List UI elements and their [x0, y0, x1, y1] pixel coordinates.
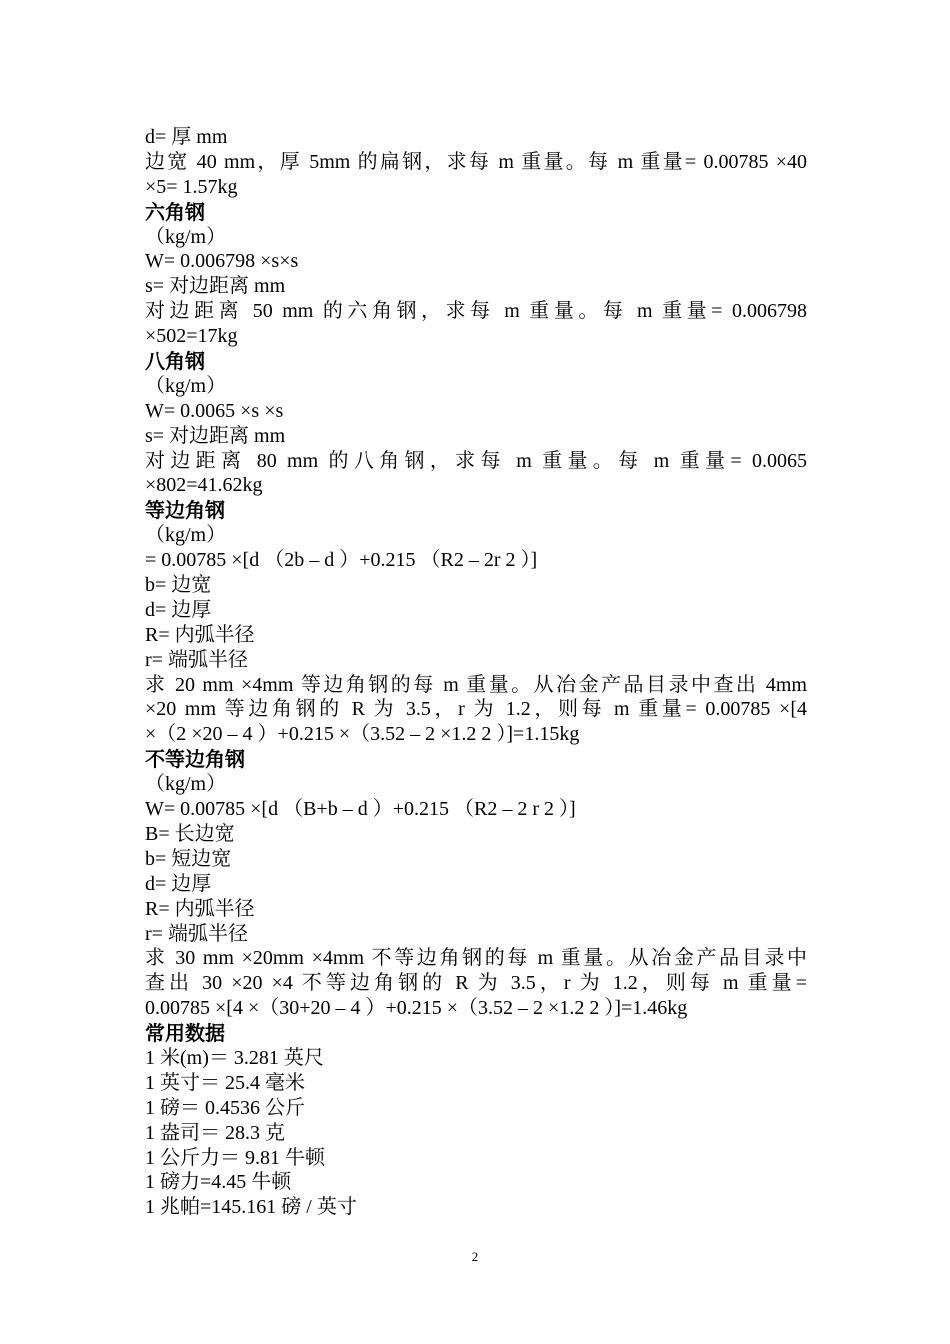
section-heading: 八角钢	[145, 349, 205, 374]
text-line: s= 对边距离 mm	[145, 424, 286, 447]
text-line: （kg/m）	[145, 524, 227, 547]
text-line: 查出 30 ×20 ×4 不等边角钢的 R 为 3.5，r 为 1.2，则每 m 重量=	[145, 972, 807, 995]
text-line: （kg/m）	[145, 225, 227, 248]
text-line: d= 厚 mm	[145, 126, 228, 148]
text-line: d= 边厚	[145, 598, 212, 621]
text-line: b= 边宽	[145, 574, 212, 597]
text-line: d= 边厚	[145, 872, 212, 895]
text-line: ×20 mm 等边角钢的 R 为 3.5，r 为 1.2，则每 m 重量= 0.00785 ×[4	[145, 698, 807, 721]
text-line: 1 磅力=4.45 牛顿	[145, 1171, 292, 1194]
text-line: （kg/m）	[145, 773, 227, 796]
text-line: ×5= 1.57kg	[145, 175, 238, 198]
text-line: R= 内弧半径	[145, 623, 255, 646]
text-line: 求 30 mm ×20mm ×4mm 不等边角钢的每 m 重量。从冶金产品目录中	[145, 947, 807, 970]
section-heading: 六角钢	[145, 199, 205, 224]
text-line: 1 米(m)＝ 3.281 英尺	[145, 1046, 324, 1069]
text-line: ×502=17kg	[145, 325, 238, 348]
section-heading: 不等边角钢	[145, 747, 245, 772]
text-line: 1 英寸＝ 25.4 毫米	[145, 1071, 305, 1094]
text-line: 1 兆帕=145.161 磅 / 英寸	[145, 1196, 357, 1219]
text-line: （kg/m）	[145, 374, 227, 397]
text-line: r= 端弧半径	[145, 648, 248, 671]
text-line: B= 长边宽	[145, 822, 235, 845]
text-line: 边宽 40 mm，厚 5mm 的扁钢，求每 m 重量。每 m 重量= 0.00785 ×40	[145, 150, 807, 173]
text-line: ×（2 ×20 – 4 ）+0.215 ×（3.52 – 2 ×1.2 2 ）]=1.15kg	[145, 723, 580, 746]
section-heading: 常用数据	[145, 1021, 225, 1046]
document-body	[145, 125, 807, 1220]
section-heading: 等边角钢	[145, 498, 225, 523]
text-line: = 0.00785 ×[d （2b – d ）+0.215 （R2 – 2r 2 ）]	[145, 549, 538, 572]
text-line: 1 盎司＝ 28.3 克	[145, 1121, 285, 1144]
text-line: 1 磅＝ 0.4536 公斤	[145, 1096, 305, 1119]
text-line: R= 内弧半径	[145, 897, 255, 920]
text-line: W= 0.006798 ×s×s	[145, 250, 299, 273]
text-line: W= 0.00785 ×[d （B+b – d ）+0.215 （R2 – 2 r 2 ）]	[145, 798, 576, 821]
text-line: 1 公斤力＝ 9.81 牛顿	[145, 1146, 325, 1169]
text-line: s= 对边距离 mm	[145, 275, 286, 298]
text-line: 求 20 mm ×4mm 等边角钢的每 m 重量。从冶金产品目录中查出 4mm	[145, 673, 807, 696]
text-line: 对边距离 50 mm 的六角钢，求每 m 重量。每 m 重量= 0.006798	[145, 300, 807, 323]
page-number: 2	[471, 1249, 479, 1264]
text-line: r= 端弧半径	[145, 922, 248, 945]
text-line: ×802=41.62kg	[145, 474, 263, 497]
text-line: W= 0.0065 ×s ×s	[145, 399, 284, 422]
text-line: 对边距离 80 mm 的八角钢，求每 m 重量。每 m 重量= 0.0065	[145, 449, 807, 472]
text-line: 0.00785 ×[4 ×（30+20 – 4 ）+0.215 ×（3.52 – 2 ×1.2 2 ）]=1.46kg	[145, 997, 688, 1020]
text-line: b= 短边宽	[145, 847, 232, 870]
